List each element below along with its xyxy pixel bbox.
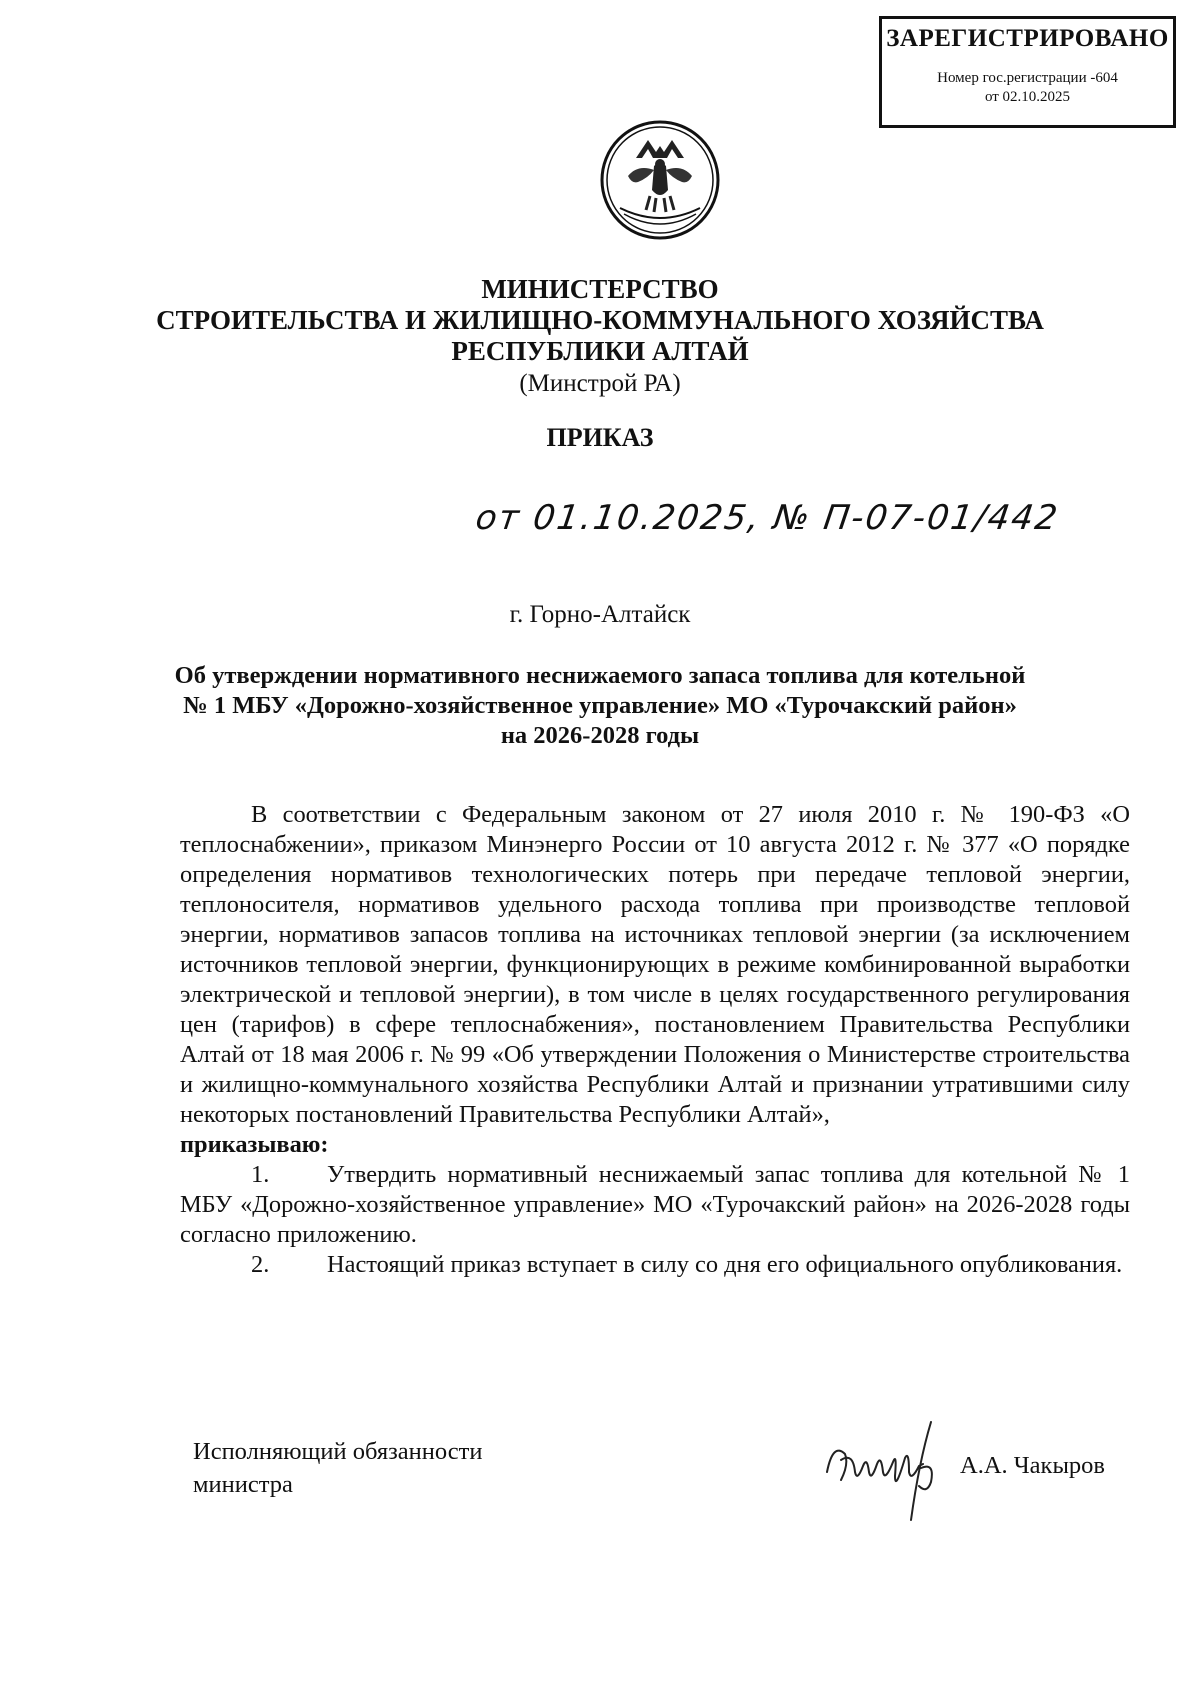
document-body [180, 800, 1130, 1280]
preamble-paragraph: В соответствии с Федеральным законом от 27 июля 2010 г. № 190-ФЗ «О теплоснабжении», приказом Минэнерго России от 10 августа 2012 г. № 377 «О порядке определения нормативов технологических потерь при передаче тепловой энергии, теплоносителя, нормативов удельного расхода топлива при производстве тепловой энергии, нормативов запасов топлива на источниках тепловой энергии (за исключением источников тепловой энергии, функционирующих в режиме комбинированной выработки электрической и тепловой энергии), в том числе в целях государственного регулирования цен (тарифов) в сфере теплоснабжения», постановлением Правительства Республики Алтай от 18 мая 2006 г. № 99 «Об утверждении Положения о Министерстве строительства и жилищно-коммунального хозяйства Республики Алтай и признании утратившими силу некоторых постановлений Правительства Республики Алтай», [180, 801, 1130, 1128]
document-subject [0, 661, 1200, 751]
handwritten-signature [823, 1402, 953, 1522]
order-item-text: Утвердить нормативный неснижаемый запас топлива для котельной № 1 МБУ «Дорожно-хозяйственное управление» МО «Турочакский район» на 2026-2028 годы согласно приложению. [180, 1161, 1130, 1248]
document-type: ПРИКАЗ [546, 423, 654, 452]
position-line-2: министра [193, 1471, 293, 1498]
signatory-position [193, 1435, 482, 1501]
order-item-number: 1. [251, 1161, 270, 1188]
city: г. Горно-Алтайск [509, 601, 691, 628]
order-item-text: Настоящий приказ вступает в силу со дня его официального опубликования. [327, 1251, 1123, 1278]
altai-republic-coat-of-arms-icon [598, 118, 722, 242]
stamp-registration-number: Номер гос.регистрации -604 [937, 70, 1118, 86]
order-item-1 [180, 1160, 1130, 1250]
handwritten-date-number: от 01.10.2025, № П-07-01/442 [473, 498, 1062, 538]
decree-word: приказываю: [180, 1131, 329, 1158]
ministry-line-1: МИНИСТЕРСТВО [481, 274, 719, 304]
ministry-name [0, 274, 1200, 367]
position-line-1: Исполняющий обязанности [193, 1438, 483, 1465]
ministry-abbreviation: (Минстрой РА) [519, 370, 681, 397]
subject-line-2: № 1 МБУ «Дорожно-хозяйственное управление» МО «Турочакский район» [183, 692, 1017, 719]
registration-stamp [879, 16, 1176, 128]
ministry-line-3: РЕСПУБЛИКИ АЛТАЙ [451, 336, 749, 366]
ministry-line-2: СТРОИТЕЛЬСТВА И ЖИЛИЩНО-КОММУНАЛЬНОГО ХОЗЯЙСТВА [156, 305, 1044, 335]
subject-line-1: Об утверждении нормативного неснижаемого запаса топлива для котельной [174, 662, 1026, 689]
stamp-registration-date: от 02.10.2025 [984, 89, 1071, 105]
stamp-title: ЗАРЕГИСТРИРОВАНО [886, 25, 1169, 52]
order-item-number: 2. [251, 1251, 270, 1278]
order-item-2 [180, 1250, 1130, 1280]
signatory-name: А.А. Чакыров [960, 1452, 1105, 1479]
subject-line-3: на 2026-2028 годы [500, 722, 700, 749]
